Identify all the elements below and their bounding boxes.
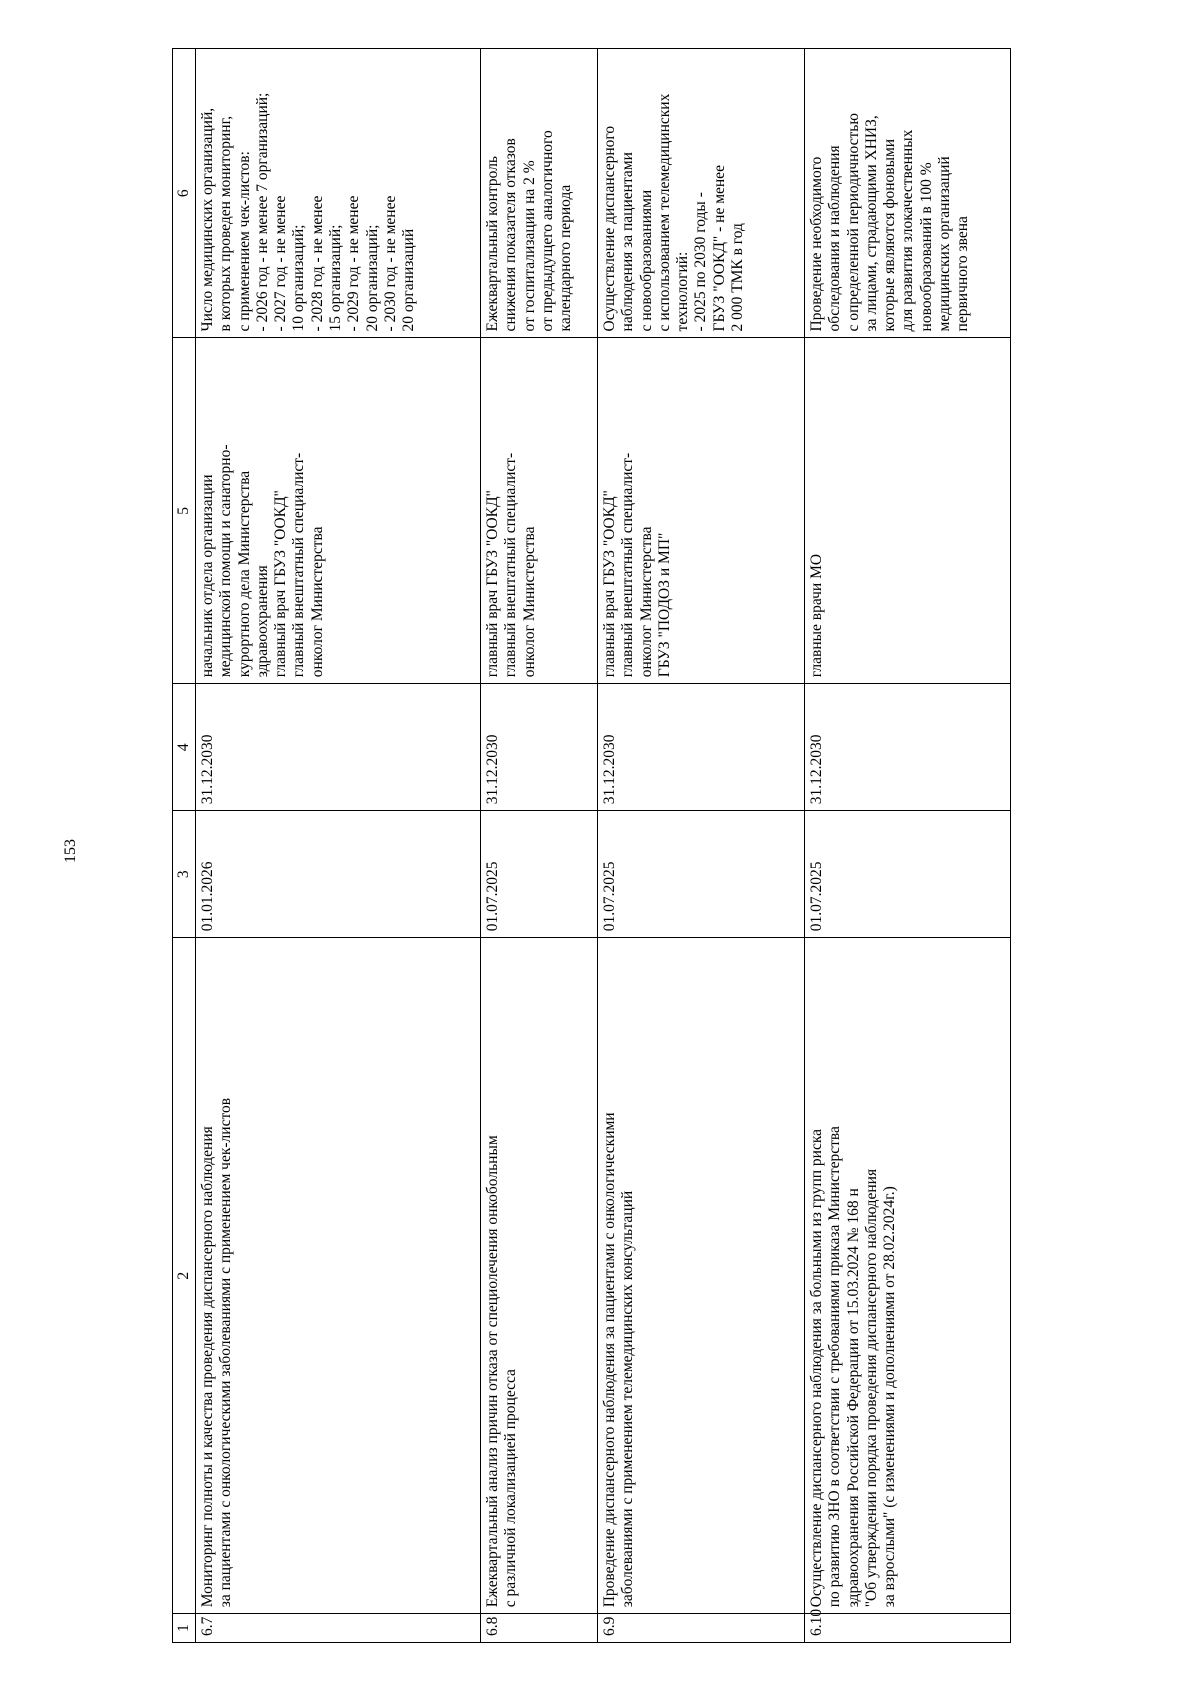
result-line: снижения показателя отказов — [502, 138, 520, 332]
activity-line: Проведение диспансерного наблюдения за пациентами с онкологическими — [601, 1112, 618, 1608]
result-line: от предыдущего аналогичного — [538, 130, 556, 332]
result-cell — [805, 49, 1011, 338]
result-line: обследования и наблюдения — [826, 145, 844, 332]
result-line: наблюдения за пациентами — [619, 152, 637, 332]
result-line: - 2027 год - не менее — [272, 195, 290, 332]
result-line: 20 организаций; — [363, 224, 381, 332]
result-line: с новообразованиями — [637, 189, 655, 332]
activity-cell — [196, 938, 481, 1614]
activity-cell — [481, 938, 598, 1614]
responsible-cell — [805, 338, 1011, 684]
table-row — [481, 49, 598, 1643]
responsible-line: главный внештатный специалист- — [290, 452, 308, 678]
page-number: 153 — [62, 839, 79, 863]
responsible-line: онколог Министерства — [308, 526, 326, 678]
activity-cell — [805, 938, 1011, 1614]
result-line: - 2025 по 2030 годы - — [692, 192, 710, 332]
responsible-cell — [196, 338, 481, 684]
start-date: 01.07.2025 — [481, 811, 598, 938]
result-line: ГБУЗ "ООКД" - не менее — [710, 165, 728, 332]
responsible-line: ГБУЗ "ПОДОЗ и МП" — [655, 532, 673, 678]
row-number: 6.7 — [196, 1614, 481, 1643]
responsible-line: главный внештатный специалист- — [502, 452, 520, 678]
responsible-line: главный врач ГБУЗ "ООКД" — [601, 490, 618, 678]
result-line: - 2028 год - не менее — [308, 195, 326, 332]
header-cell-3: 3 — [173, 811, 196, 938]
header-cell-1: 1 — [173, 1614, 196, 1643]
row-number: 6.10 — [805, 1614, 1011, 1643]
activity-line: с различной локализацией процесса — [502, 1369, 520, 1608]
table-header-row — [173, 49, 196, 1643]
activity-line: здравоохранения Российской Федерации от 15.03.2024 № 168 н — [844, 1188, 862, 1608]
row-number: 6.9 — [598, 1614, 805, 1643]
result-line: которые являются фоновыми — [881, 138, 899, 332]
responsible-line: онколог Министерства — [637, 526, 655, 678]
result-line: Осуществление диспансерного — [601, 125, 618, 332]
result-line: за лицами, страдающими ХНИЗ, — [862, 115, 880, 332]
result-line: 15 организаций; — [326, 224, 344, 332]
result-line: первичного звена — [954, 216, 972, 332]
responsible-line: главный внештатный специалист- — [619, 452, 637, 678]
responsible-line: начальник отдела организации — [199, 474, 216, 678]
end-date: 31.12.2030 — [196, 684, 481, 811]
result-line: - 2029 год - не менее — [345, 195, 363, 332]
activity-line: "Об утверждении порядка проведения диспансерного наблюдения — [862, 1168, 880, 1608]
result-line: Проведение необходимого — [808, 156, 825, 332]
activity-line: Ежеквартальный анализ причин отказа от специолечения онкобольным — [484, 1135, 501, 1608]
start-date: 01.01.2026 — [196, 811, 481, 938]
table-row — [805, 49, 1011, 1643]
result-line: Число медицинских организаций, — [199, 107, 216, 332]
header-cell-4: 4 — [173, 684, 196, 811]
responsible-cell — [598, 338, 805, 684]
result-line: с применением чек-листов: — [235, 151, 253, 332]
result-line: медицинских организаций — [935, 156, 953, 332]
result-line: Ежеквартальный контроль — [484, 156, 501, 332]
result-line: новообразований в 100 % — [917, 162, 935, 332]
measures-table — [172, 48, 1011, 1643]
responsible-line: главный врач ГБУЗ "ООКД" — [484, 490, 501, 678]
activity-cell — [598, 938, 805, 1614]
activity-line: за пациентами с онкологическими заболеваниями с применением чек-листов — [217, 1097, 235, 1608]
result-line: в которых проведен мониторинг, — [217, 115, 235, 332]
responsible-line: главные врачи МО — [808, 553, 825, 678]
end-date: 31.12.2030 — [598, 684, 805, 811]
result-line: от госпитализации на 2 % — [520, 160, 538, 332]
result-line: 20 организаций — [400, 228, 418, 332]
start-date: 01.07.2025 — [805, 811, 1011, 938]
start-date: 01.07.2025 — [598, 811, 805, 938]
activity-line: за взрослыми" (с изменениями и дополнениями от 28.02.2024г.) — [881, 1186, 899, 1608]
row-number: 6.8 — [481, 1614, 598, 1643]
activity-line: Осуществление диспансерного наблюдения за больными из групп риска — [808, 1128, 825, 1608]
responsible-line: медицинской помощи и санаторно- — [217, 444, 235, 678]
end-date: 31.12.2030 — [481, 684, 598, 811]
result-line: календарного периода — [557, 184, 575, 332]
table-row — [196, 49, 481, 1643]
responsible-cell — [481, 338, 598, 684]
header-cell-5: 5 — [173, 338, 196, 684]
result-line: 2 000 ТМК в год — [728, 223, 746, 332]
result-cell — [598, 49, 805, 338]
activity-line: по развитию ЗНО в соответствии с требованиями приказа Министерства — [826, 1126, 844, 1608]
responsible-line: здравоохранения — [253, 565, 271, 678]
result-cell — [196, 49, 481, 338]
responsible-line: главный врач ГБУЗ "ООКД" — [272, 490, 290, 678]
table-row — [598, 49, 805, 1643]
rotated-table-container — [172, 48, 1047, 1643]
result-line: - 2030 год - не менее — [381, 195, 399, 332]
activity-line: Мониторинг полноты и качества проведения диспансерного наблюдения — [199, 1126, 216, 1608]
result-line: технологий: — [674, 251, 692, 332]
activity-line: заболеваниями с применением телемедицинских консультаций — [619, 1190, 637, 1608]
result-line: с определенной периодичностью — [844, 113, 862, 332]
header-cell-2: 2 — [173, 938, 196, 1614]
result-line: с использованием телемедицинских — [655, 93, 673, 332]
result-cell — [481, 49, 598, 338]
result-line: - 2026 год - не менее 7 организаций; — [253, 92, 271, 332]
responsible-line: онколог Министерства — [520, 526, 538, 678]
result-line: 10 организаций; — [290, 224, 308, 332]
result-line: для развития злокачественных — [899, 129, 917, 332]
responsible-line: курортного дела Министерства — [235, 470, 253, 678]
end-date: 31.12.2030 — [805, 684, 1011, 811]
header-cell-6: 6 — [173, 49, 196, 338]
